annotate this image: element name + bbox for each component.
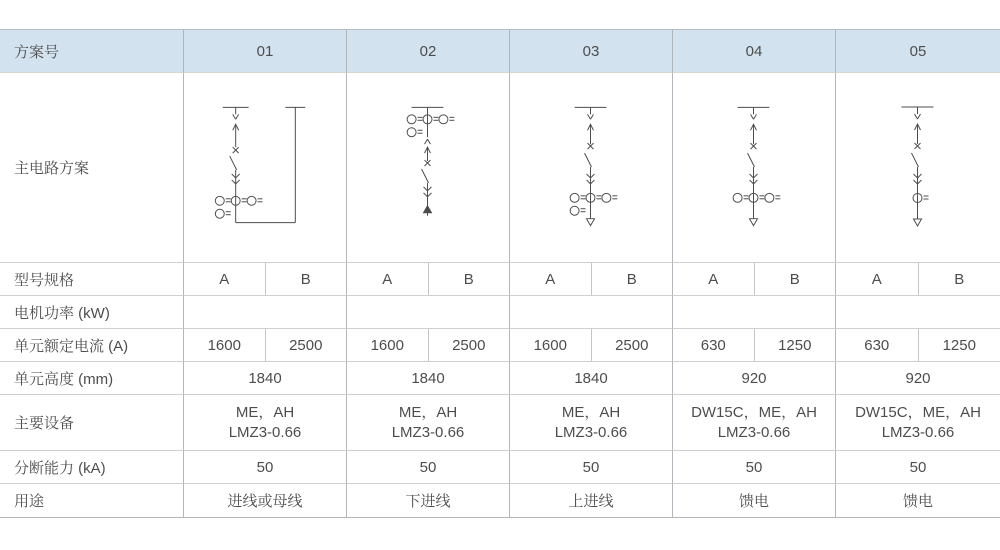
cell-rated-current-scheme-02-a: 1600 — [347, 329, 429, 361]
cell-model-spec-scheme-03-b: B — [626, 270, 637, 288]
cell-rated-current-scheme-05-b: 1250 — [942, 336, 976, 354]
row-label-rated-current: 单元额定电流 (A) — [0, 329, 184, 362]
cell-breaking-capacity-scheme-03: 50 — [510, 451, 673, 484]
scheme-header-01: 01 — [184, 30, 347, 73]
cell-model-spec-scheme-01 — [184, 263, 347, 296]
cell-rated-current-scheme-03-b: 2500 — [615, 336, 649, 354]
main-circuit-cell-03 — [510, 73, 673, 263]
cell-rated-current-scheme-05-a: 630 — [836, 329, 919, 361]
row-label-main-equipment: 主要设备 — [0, 395, 184, 451]
cell-rated-current-scheme-03 — [510, 329, 673, 362]
cell-model-spec-scheme-05 — [836, 263, 1000, 296]
cell-rated-current-scheme-01-a: 1600 — [184, 329, 266, 361]
scheme-number-header-label: 方案号 — [0, 30, 184, 73]
cell-main-equipment-scheme-04 — [673, 395, 836, 451]
cell-rated-current-scheme-01 — [184, 329, 347, 362]
row-label-unit-height: 单元高度 (mm) — [0, 362, 184, 395]
main-circuit-diagram-01 — [184, 73, 346, 263]
cell-breaking-capacity-scheme-01: 50 — [184, 451, 347, 484]
cell-main-equipment-scheme-02-line1: ME，AH — [398, 404, 458, 421]
row-label-model-spec: 型号规格 — [0, 263, 184, 296]
cell-main-equipment-scheme-01 — [184, 395, 347, 451]
cell-unit-height-scheme-02: 1840 — [347, 362, 510, 395]
row-label-motor-power: 电机功率 (kW) — [0, 296, 184, 329]
cell-rated-current-scheme-05 — [836, 329, 1000, 362]
cell-breaking-capacity-scheme-05: 50 — [836, 451, 1000, 484]
cell-unit-height-scheme-03: 1840 — [510, 362, 673, 395]
cell-rated-current-scheme-02 — [347, 329, 510, 362]
main-circuit-cell-02 — [347, 73, 510, 263]
cell-usage-scheme-01: 进线或母线 — [184, 484, 347, 518]
cell-rated-current-scheme-04-a: 630 — [673, 329, 755, 361]
cell-main-equipment-scheme-05-line1: DW15C，ME，AH — [855, 404, 981, 421]
cell-motor-power-scheme-04 — [673, 296, 836, 329]
cell-model-spec-scheme-02 — [347, 263, 510, 296]
cell-unit-height-scheme-01: 1840 — [184, 362, 347, 395]
cell-model-spec-scheme-02-a: A — [347, 263, 429, 295]
cell-main-equipment-scheme-01-line2: LMZ3-0.66 — [228, 423, 302, 441]
cell-unit-height-scheme-04: 920 — [673, 362, 836, 395]
cell-model-spec-scheme-04-b: B — [789, 270, 800, 288]
cell-rated-current-scheme-03-a: 1600 — [510, 329, 592, 361]
cell-unit-height-scheme-05: 920 — [836, 362, 1000, 395]
cell-usage-scheme-05: 馈电 — [836, 484, 1000, 518]
cell-model-spec-scheme-02-b: B — [463, 270, 474, 288]
cell-main-equipment-scheme-03-line2: LMZ3-0.66 — [554, 423, 628, 441]
cell-usage-scheme-03: 上进线 — [510, 484, 673, 518]
cell-rated-current-scheme-04 — [673, 329, 836, 362]
cell-main-equipment-scheme-03 — [510, 395, 673, 451]
scheme-header-02: 02 — [347, 30, 510, 73]
cell-model-spec-scheme-04 — [673, 263, 836, 296]
cell-rated-current-scheme-01-b: 2500 — [289, 336, 323, 354]
cell-motor-power-scheme-02 — [347, 296, 510, 329]
main-circuit-diagram-03 — [510, 73, 672, 263]
main-circuit-cell-05 — [836, 73, 1000, 263]
cell-motor-power-scheme-01 — [184, 296, 347, 329]
cell-motor-power-scheme-03 — [510, 296, 673, 329]
cell-model-spec-scheme-05-b: B — [954, 270, 965, 288]
cell-model-spec-scheme-04-a: A — [673, 263, 755, 295]
cell-usage-scheme-04: 馈电 — [673, 484, 836, 518]
cell-breaking-capacity-scheme-02: 50 — [347, 451, 510, 484]
scheme-spec-table — [0, 29, 1000, 518]
cell-usage-scheme-02: 下进线 — [347, 484, 510, 518]
cell-model-spec-scheme-03-a: A — [510, 263, 592, 295]
cell-main-equipment-scheme-04-line2: LMZ3-0.66 — [717, 423, 791, 441]
main-circuit-cell-04 — [673, 73, 836, 263]
cell-main-equipment-scheme-03-line1: ME，AH — [561, 404, 621, 421]
main-circuit-cell-01 — [184, 73, 347, 263]
cell-model-spec-scheme-03 — [510, 263, 673, 296]
cell-main-equipment-scheme-01-line1: ME，AH — [235, 404, 295, 421]
cell-main-equipment-scheme-05-line2: LMZ3-0.66 — [881, 423, 955, 441]
main-circuit-diagram-05 — [836, 73, 1000, 263]
main-circuit-diagram-04 — [673, 73, 835, 263]
cell-breaking-capacity-scheme-04: 50 — [673, 451, 836, 484]
row-label-usage: 用途 — [0, 484, 184, 518]
cell-main-equipment-scheme-02-line2: LMZ3-0.66 — [391, 423, 465, 441]
cell-motor-power-scheme-05 — [836, 296, 1000, 329]
cell-main-equipment-scheme-05 — [836, 395, 1000, 451]
row-label-main-circuit: 主电路方案 — [0, 73, 184, 263]
cell-main-equipment-scheme-04-line1: DW15C，ME，AH — [691, 404, 817, 421]
cell-rated-current-scheme-02-b: 2500 — [452, 336, 486, 354]
cell-model-spec-scheme-01-b: B — [300, 270, 311, 288]
cell-rated-current-scheme-04-b: 1250 — [778, 336, 812, 354]
scheme-header-04: 04 — [673, 30, 836, 73]
scheme-header-05: 05 — [836, 30, 1000, 73]
cell-main-equipment-scheme-02 — [347, 395, 510, 451]
scheme-header-03: 03 — [510, 30, 673, 73]
main-circuit-diagram-02 — [347, 73, 509, 263]
cell-model-spec-scheme-05-a: A — [836, 263, 919, 295]
cell-model-spec-scheme-01-a: A — [184, 263, 266, 295]
row-label-breaking-capacity: 分断能力 (kA) — [0, 451, 184, 484]
